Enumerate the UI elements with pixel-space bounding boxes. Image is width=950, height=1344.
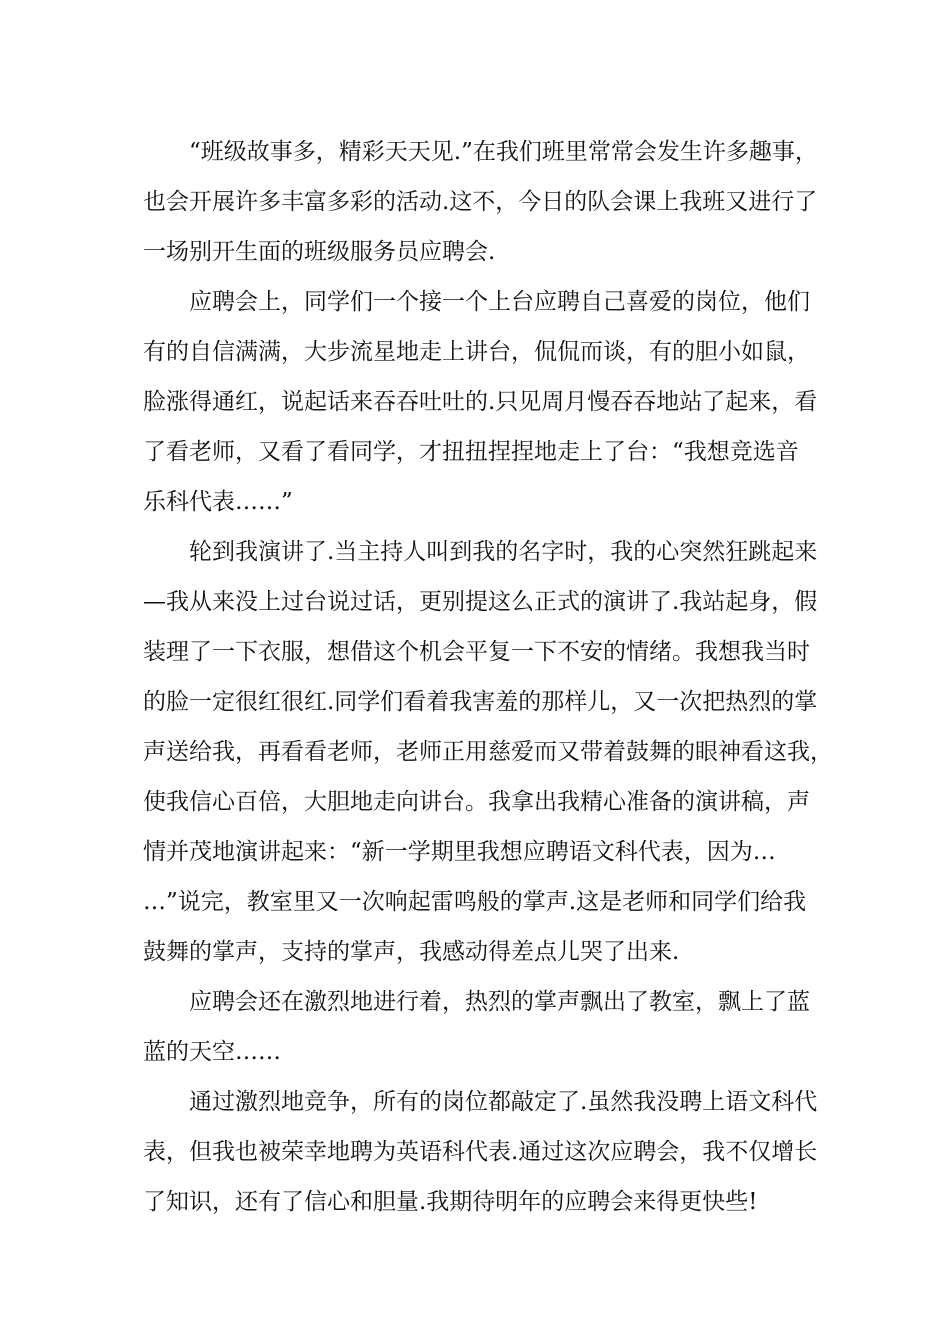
text-line: 有的自信满满，大步流星地走上讲台，侃侃而谈，有的胆小如鼠， (143, 339, 810, 365)
paragraph-5 (143, 1077, 833, 1227)
document-body (143, 127, 833, 1227)
text-line: 一场别开生面的班级服务员应聘会. (143, 239, 496, 265)
text-line: 装理了一下衣服，想借这个机会平复一下不安的情绪。我想我当时 (143, 639, 810, 665)
text-line: 轮到我演讲了.当主持人叫到我的名字时，我的心突然狂跳起来 (189, 539, 818, 565)
text-line: 也会开展许多丰富多彩的活动.这不，今日的队会课上我班又进行了 (143, 189, 818, 215)
text-line: 通过激烈地竞争，所有的岗位都敲定了.虽然我没聘上语文科代 (189, 1089, 818, 1115)
paragraph-2 (143, 277, 833, 527)
text-line: “班级故事多，精彩天天见.”在我们班里常常会发生许多趣事， (189, 139, 818, 165)
text-line: 表，但我也被荣幸地聘为英语科代表.通过这次应聘会，我不仅增长 (143, 1139, 818, 1165)
text-line: 使我信心百倍，大胆地走向讲台。我拿出我精心准备的演讲稿，声 (143, 789, 810, 815)
text-line: 了知识，还有了信心和胆量.我期待明年的应聘会来得更快些! (143, 1189, 758, 1215)
text-line: 了看老师，又看了看同学，才扭扭捏捏地走上了台：“我想竞选音 (143, 439, 799, 465)
text-line: 脸涨得通红，说起话来吞吞吐吐的.只见周月慢吞吞地站了起来，看 (143, 389, 818, 415)
text-line: 应聘会还在激烈地进行着，热烈的掌声飘出了教室，飘上了蓝 (189, 989, 810, 1015)
text-line: 应聘会上，同学们一个接一个上台应聘自己喜爱的岗位，他们 (189, 289, 810, 315)
paragraph-4 (143, 977, 833, 1077)
text-line: 乐科代表……” (143, 489, 293, 515)
text-line: …”说完，教室里又一次响起雷鸣般的掌声.这是老师和同学们给我 (143, 889, 807, 915)
text-line: 的脸一定很红很红.同学们看着我害羞的那样儿，又一次把热烈的掌 (143, 689, 818, 715)
paragraph-3 (143, 527, 833, 977)
paragraph-1 (143, 127, 833, 277)
text-line: 鼓舞的掌声，支持的掌声，我感动得差点儿哭了出来. (143, 939, 680, 965)
text-line: 声送给我，再看看老师，老师正用慈爱而又带着鼓舞的眼神看这我， (143, 739, 833, 765)
text-line: —我从来没上过台说过话，更别提这么正式的演讲了.我站起身，假 (143, 589, 818, 615)
text-line: 情并茂地演讲起来：“新一学期里我想应聘语文科代表，因为… (143, 839, 776, 865)
text-line: 蓝的天空…… (143, 1039, 281, 1065)
